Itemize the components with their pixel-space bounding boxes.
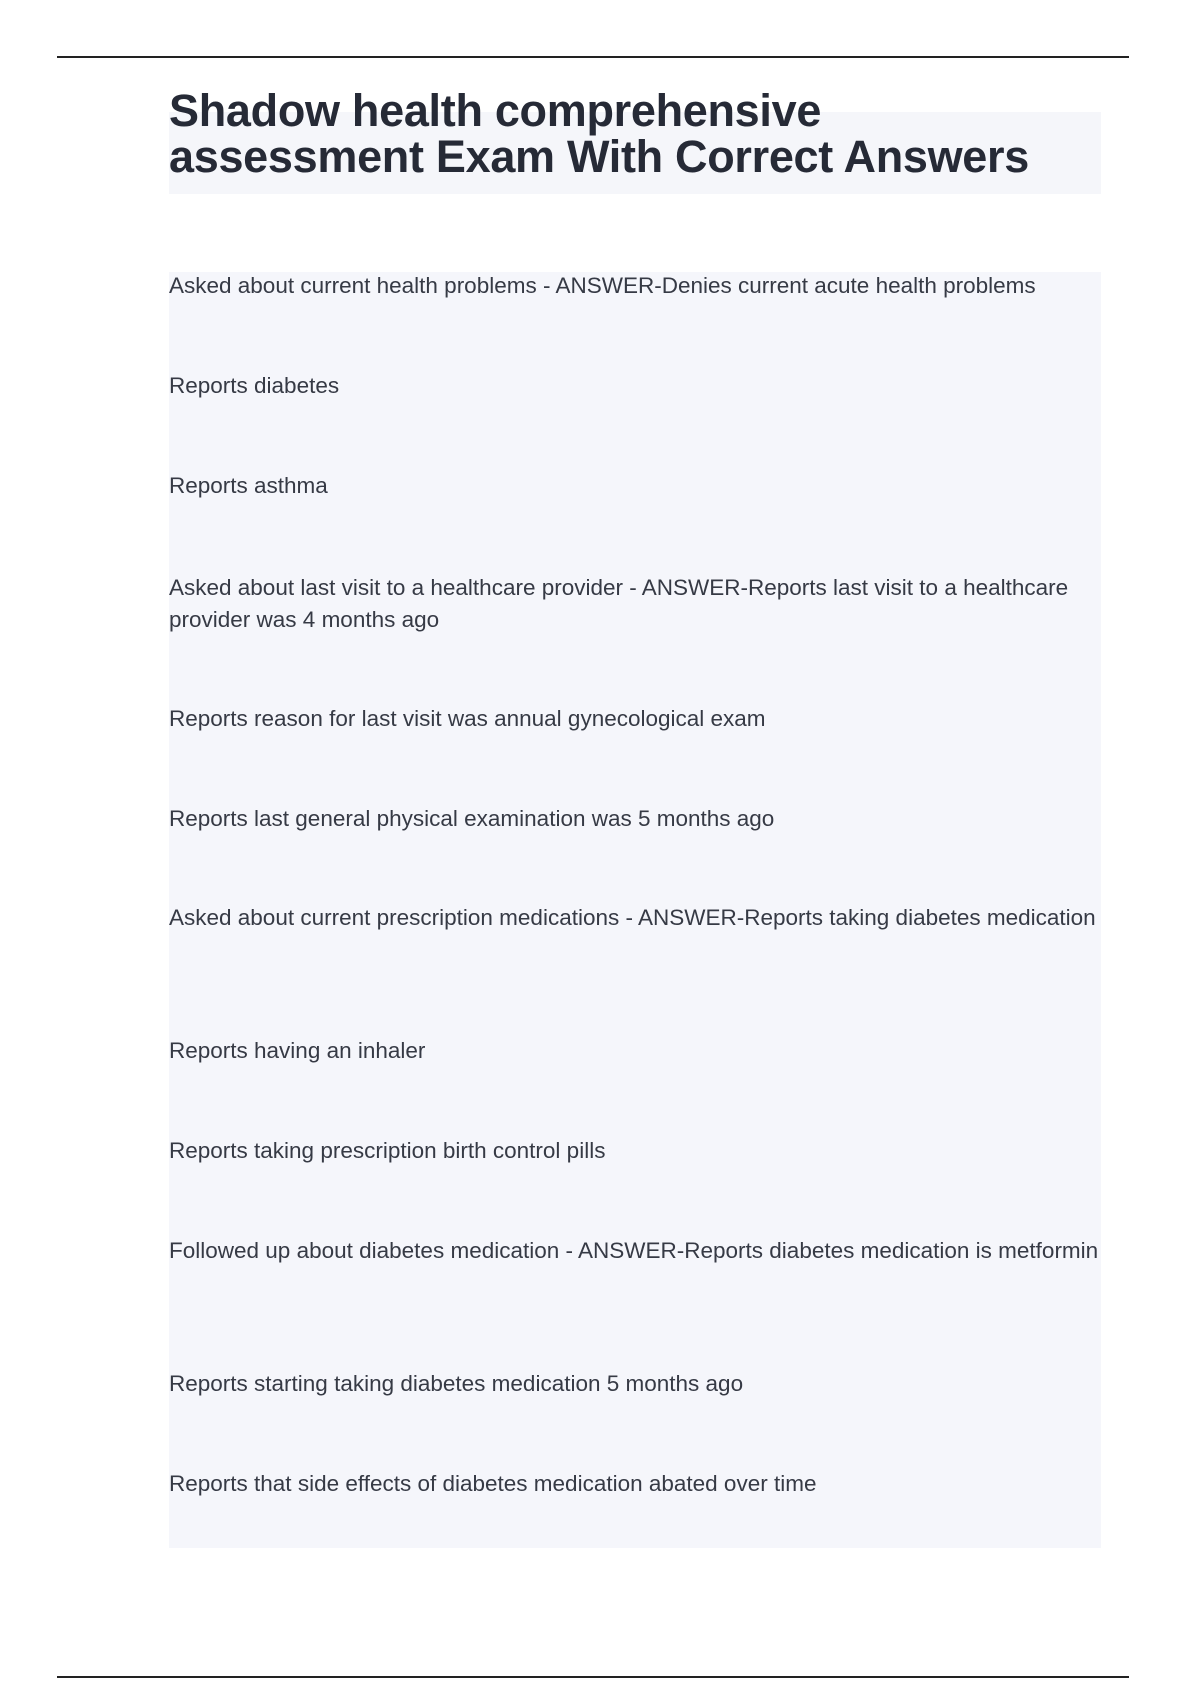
- list-item: Reports having an inhaler: [169, 1038, 426, 1063]
- top-rule: [57, 56, 1129, 58]
- list-item: Reports taking prescription birth control pills: [169, 1138, 606, 1163]
- list-item: Reports starting taking diabetes medication 5 months ago: [169, 1371, 744, 1396]
- list-item: Reports that side effects of diabetes medication abated over time: [169, 1471, 817, 1496]
- list-item: Asked about current health problems - ANSWER-Denies current acute health problems: [169, 273, 1036, 298]
- page-title: [169, 85, 1029, 182]
- list-item: Reports last general physical examination was 5 months ago: [169, 806, 775, 831]
- list-item: Asked about last visit to a healthcare provider - ANSWER-Reports last visit to a healthcare provider was 4 months ago: [169, 575, 1069, 632]
- list-item: Reports asthma: [169, 473, 328, 498]
- list-item: Followed up about diabetes medication - ANSWER-Reports diabetes medication is metformin: [169, 1238, 1099, 1263]
- title-line-2: assessment Exam With Correct Answers: [169, 131, 1029, 182]
- list-item: Reports reason for last visit was annual gynecological exam: [169, 706, 766, 731]
- bottom-rule: [57, 1676, 1129, 1678]
- list-item: Reports diabetes: [169, 373, 340, 398]
- title-line-1: Shadow health comprehensive: [169, 85, 822, 136]
- list-item: Asked about current prescription medications - ANSWER-Reports taking diabetes medication: [169, 905, 1096, 930]
